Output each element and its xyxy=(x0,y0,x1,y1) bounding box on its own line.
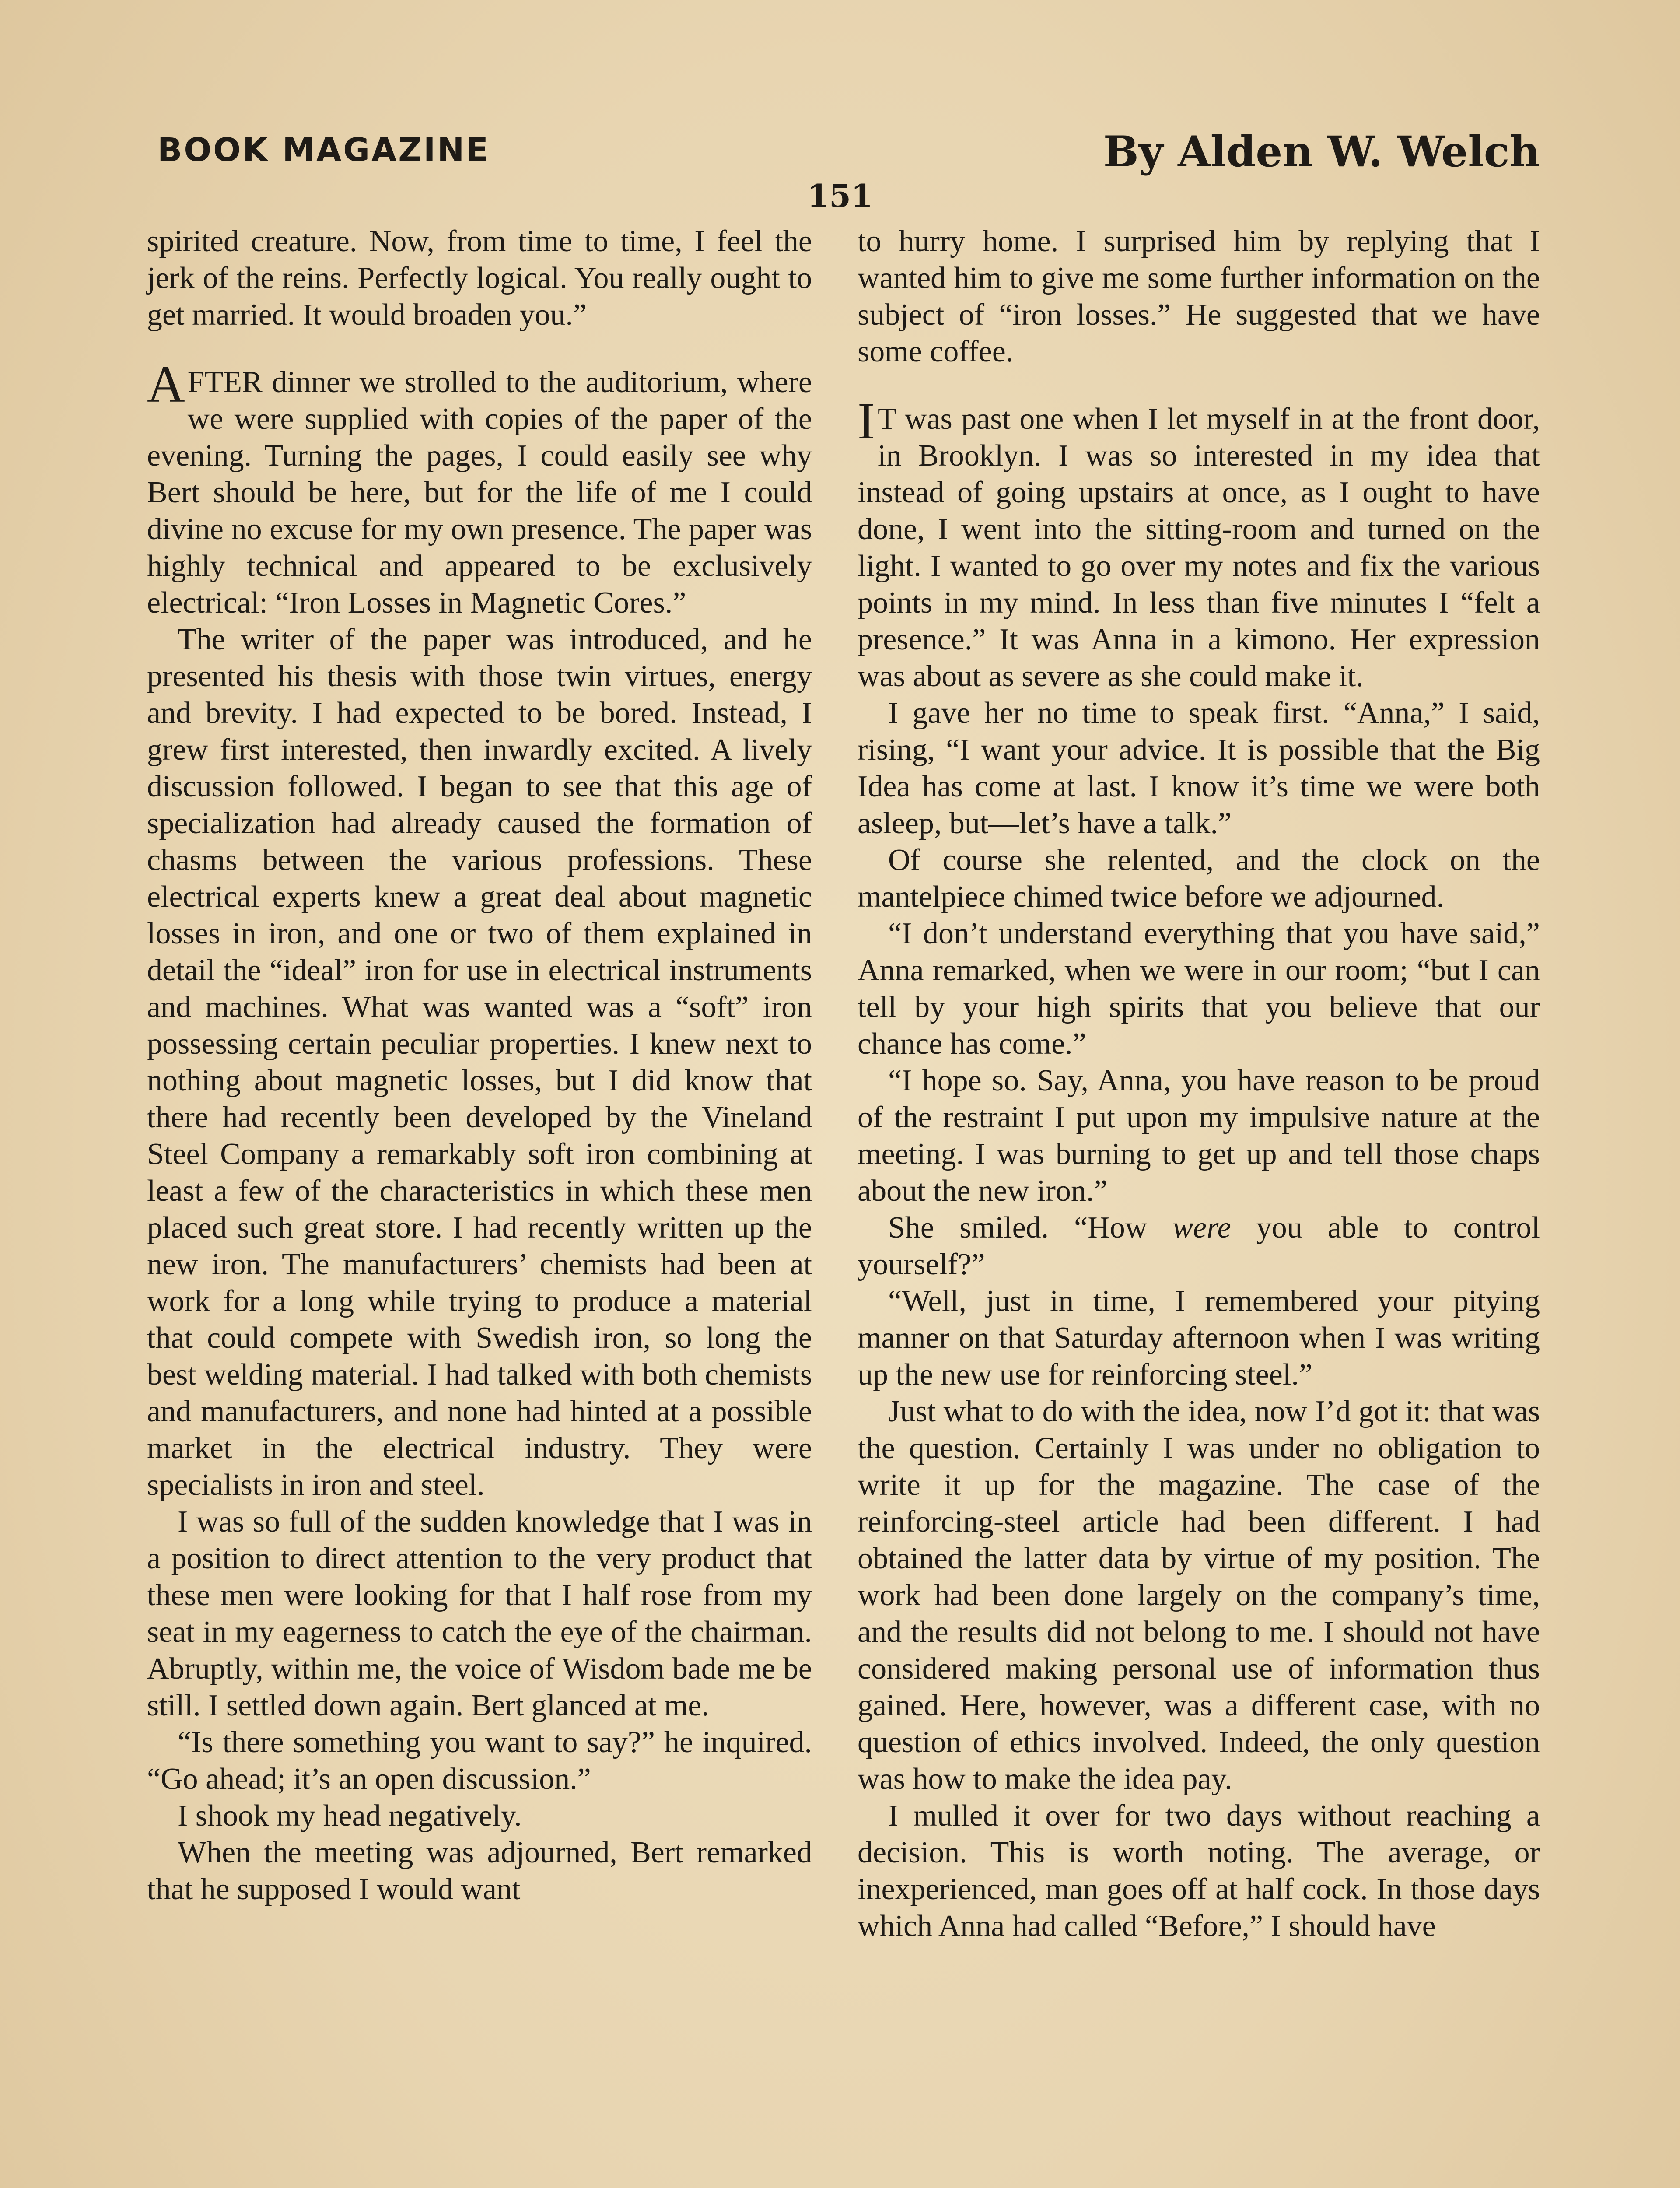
paragraph: When the meeting was adjourned, Bert remarked that he supposed I would want xyxy=(147,1836,812,1906)
paragraph-text: T was past one when I let myself in at the front door, in Brooklyn. I was so interested in my idea that instead of going upstairs at once, as I ought to have done, I went into the sitting-room and turned on the light. I wanted to go over my notes and fix the various points in my mind. In less than five minutes I “felt a presence.” It was Anna in a kimono. Her expression was about as severe as she could make it. xyxy=(858,402,1540,693)
magazine-title: BOOK MAGAZINE xyxy=(158,131,490,169)
paragraph-text: She smiled. “How xyxy=(888,1211,1173,1245)
paragraph: “Is there something you want to say?” he inquired. “Go ahead; it’s an open discussion.” xyxy=(147,1725,812,1796)
page-number: 151 xyxy=(807,177,873,214)
paragraph: “I don’t understand everything that you have said,” Anna remarked, when we were in our room; “but I can tell by your high spirits that you believe that our chance has come.” xyxy=(858,917,1540,1061)
section-paragraph xyxy=(858,392,1540,695)
paragraph xyxy=(858,1210,1540,1283)
paragraph: Of course she relented, and the clock on the mantelpiece chimed twice before we adjourned. xyxy=(858,843,1540,914)
paragraph: Just what to do with the idea, now I’d got it: that was the question. Certainly I was under no obligation to write it up for the magazine. The case of the reinforcing-steel article had been different. I had obtained the latter data by virtue of my position. The work had been done largely on the company’s time, and the results did not belong to me. I should not have considered making personal use of information thus gained. Here, however, was a different case, with no question of ethics involved. Indeed, the only question was how to make the idea pay. xyxy=(858,1395,1540,1796)
paragraph: The writer of the paper was introduced, and he presented his thesis with those twin virtues, energy and brevity. I had expected to be bored. Instead, I grew first interested, then inwardly excited. A lively discussion followed. I began to see that this age of specialization had already caused the formation of chasms between the various professions. These electrical experts knew a great deal about magnetic losses in iron, and one or two of them explained in detail the “ideal” iron for use in electrical instruments and machines. What was wanted was a “soft” iron possessing certain peculiar properties. I knew next to nothing about magnetic losses, but I did know that there had recently been developed by the Vineland Steel Company a remarkably soft iron combining at least a few of the characteristics in which these men placed such great store. I had recently written up the new iron. The manufacturers’ chemists had been at work for a long while trying to produce a material that could compete with Swedish iron, so long the best welding material. I had talked with both chemists and manufacturers, and none had hinted at a possible market in the electrical industry. They were specialists in iron and steel. xyxy=(147,623,812,1502)
paragraph: “I hope so. Say, Anna, you have reason to be proud of the restraint I put upon my impulsive nature at the meeting. I was burning to get up and tell those chaps about the new iron.” xyxy=(858,1064,1540,1208)
emphasis: were xyxy=(1172,1211,1231,1245)
paragraph: “Well, just in time, I remembered your pitying manner on that Saturday afternoon when I was writing up the new use for reinforcing steel.” xyxy=(858,1284,1540,1392)
paragraph: spirited creature. Now, from time to time, I feel the jerk of the reins. Perfectly logical. You really ought to get married. It would broaden you.” xyxy=(147,224,812,332)
left-column xyxy=(147,223,812,1908)
paragraph: I mulled it over for two days without reaching a decision. This is worth noting. The average, or inexperienced, man goes off at half cock. In those days which Anna had called “Before,” I should have xyxy=(858,1799,1540,1943)
paragraph: I shook my head negatively. xyxy=(178,1799,522,1833)
drop-cap: I xyxy=(858,392,875,450)
section-paragraph xyxy=(147,355,812,621)
paragraph: I gave her no time to speak first. “Anna,” I said, rising, “I want your advice. It is possible that the Big Idea has come at last. I know it’s time we were both asleep, but—let’s have a talk.” xyxy=(858,696,1540,840)
paragraph: to hurry home. I surprised him by replying that I wanted him to give me some further information on the subject of “iron losses.” He suggested that we have some coffee. xyxy=(858,224,1540,368)
drop-cap: A xyxy=(147,355,185,413)
author-byline: By Alden W. Welch xyxy=(1103,127,1540,176)
paragraph: I was so full of the sudden knowledge that I was in a position to direct attention to the very product that these men were looking for that I half rose from my seat in my eagerness to catch the eye of the chairman. Abruptly, within me, the voice of Wisdom bade me be still. I settled down again. Bert glanced at me. xyxy=(147,1505,812,1722)
right-column xyxy=(858,223,1540,1945)
paragraph-text: you able to control yourself?” xyxy=(858,1211,1540,1281)
paragraph-text: FTER dinner we strolled to the auditorium, where we were supplied with copies of the paper of the evening. Turning the pages, I could easily see why Bert should be here, but for the life of me I could divine no excuse for my own presence. The paper was highly technical and appeared to be exclusively electrical: “Iron Losses in Magnetic Cores.” xyxy=(147,365,812,620)
